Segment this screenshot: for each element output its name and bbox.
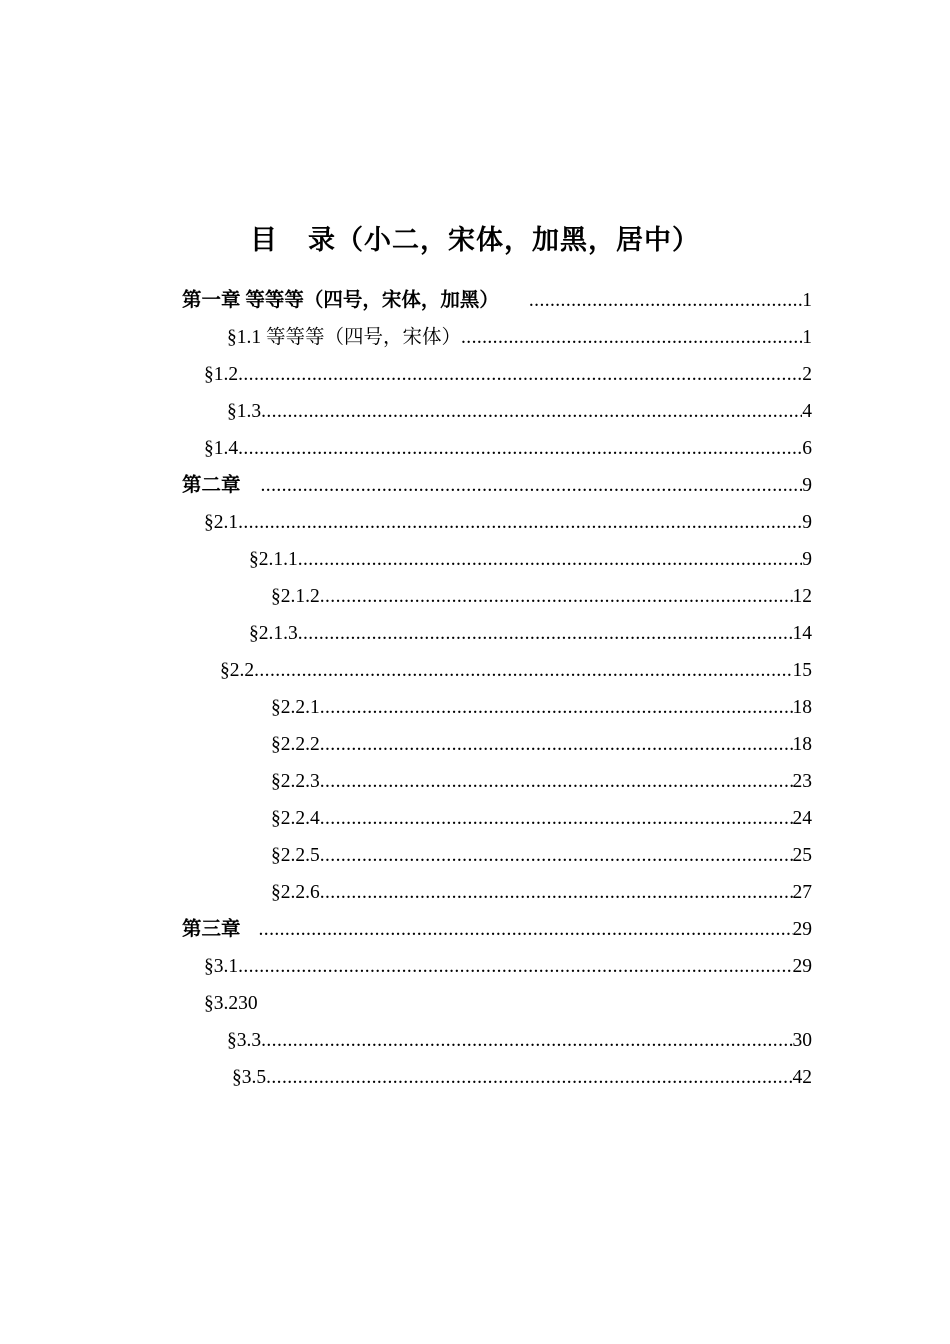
- toc-entry[interactable]: [227, 393, 812, 430]
- toc-entry-label: §2.1: [204, 512, 239, 533]
- toc-entry[interactable]: [182, 467, 812, 504]
- toc-entry-page-number: 14: [792, 623, 812, 644]
- toc-dot-leader: [320, 726, 793, 763]
- toc-entry-label: §1.3: [227, 401, 262, 422]
- toc-entry-label: §2.2.4: [271, 808, 320, 829]
- toc-dot-leader: [238, 356, 802, 393]
- toc-entry-label: §2.2.5: [271, 845, 320, 866]
- toc-entry[interactable]: [249, 615, 812, 652]
- toc-entry[interactable]: [271, 689, 812, 726]
- toc-entry-page-number: 30: [792, 1030, 812, 1051]
- toc-entry-page-number: 9: [802, 475, 812, 496]
- toc-entry-label: §2.2.6: [271, 882, 320, 903]
- toc-entry-page-number: 29: [792, 956, 812, 977]
- toc-entry[interactable]: [220, 652, 812, 689]
- toc-dot-leader: [259, 911, 793, 948]
- toc-entry-page-number: 1: [802, 290, 812, 311]
- toc-entry-label: §2.1.1: [249, 549, 298, 570]
- toc-dot-leader: [238, 948, 792, 985]
- toc-dot-leader: [266, 1059, 792, 1096]
- toc-entry[interactable]: [227, 319, 812, 356]
- toc-entry-label: §2.2: [220, 660, 255, 681]
- toc-entry-page-number: 25: [792, 845, 812, 866]
- toc-entry-page-number: 4: [802, 401, 812, 422]
- toc-dot-leader: [238, 430, 802, 467]
- toc-entry[interactable]: [204, 356, 812, 393]
- toc-entry-page-number: 29: [792, 919, 812, 940]
- toc-dot-leader: [261, 393, 802, 430]
- toc-entry-label: §2.2.2: [271, 734, 320, 755]
- toc-dot-leader: [320, 578, 793, 615]
- toc-title-part2: 录（小二，宋体，加黑，居中）: [308, 225, 700, 255]
- toc-entry[interactable]: [204, 430, 812, 467]
- toc-entry-label: 第三章: [182, 919, 241, 940]
- toc-entry[interactable]: [204, 504, 812, 541]
- toc-title: [0, 222, 950, 258]
- toc-entry[interactable]: [271, 726, 812, 763]
- toc-entry-label: §1.4: [204, 438, 239, 459]
- toc-title-part1: 目: [250, 225, 278, 255]
- toc-entry[interactable]: [271, 578, 812, 615]
- toc-entry-label: §2.1.2: [271, 586, 320, 607]
- toc-entry-label: §2.2.1: [271, 697, 320, 718]
- toc-entry[interactable]: [182, 911, 812, 948]
- toc-entry-page-number: 23: [792, 771, 812, 792]
- toc-entry-label: §2.1.3: [249, 623, 298, 644]
- toc-dot-leader: [320, 837, 793, 874]
- toc-entry-label: 第二章: [182, 475, 241, 496]
- toc-entry[interactable]: [271, 763, 812, 800]
- toc-entry-page-number: 24: [792, 808, 812, 829]
- toc-entry[interactable]: [227, 1022, 812, 1059]
- toc-dot-leader: [529, 282, 802, 319]
- toc-entry[interactable]: [204, 985, 258, 1022]
- toc-dot-leader: [320, 800, 793, 837]
- toc-entry-page-number: 9: [802, 549, 812, 570]
- toc-entry-page-number: 12: [792, 586, 812, 607]
- toc-entry-page-number: 15: [792, 660, 812, 681]
- toc-dot-leader: [298, 541, 803, 578]
- toc-entry-page-number: 27: [792, 882, 812, 903]
- toc-entry-page-number: 1: [802, 327, 812, 348]
- toc-entry-page-number: 9: [802, 512, 812, 533]
- toc-dot-leader: [238, 504, 802, 541]
- toc-entry[interactable]: [182, 282, 812, 319]
- toc-entry[interactable]: [249, 541, 812, 578]
- toc-entry[interactable]: [271, 874, 812, 911]
- toc-entry-page-number: 6: [802, 438, 812, 459]
- toc-dot-leader: [261, 467, 803, 504]
- toc-entry-label: 第一章 等等等（四号，宋体，加黑）: [182, 290, 499, 311]
- toc-dot-leader: [320, 689, 793, 726]
- toc-entry-page-number: 42: [792, 1067, 812, 1088]
- toc-entry[interactable]: [271, 800, 812, 837]
- toc-entry-label: §3.230: [204, 993, 258, 1014]
- toc-entry-label: §3.1: [204, 956, 239, 977]
- toc-dot-leader: [320, 874, 793, 911]
- toc-entry-label: §3.5: [232, 1067, 267, 1088]
- toc-entry-label: §3.3: [227, 1030, 262, 1051]
- toc-entry-page-number: 2: [802, 364, 812, 385]
- toc-entry-page-number: 18: [792, 734, 812, 755]
- toc-entry[interactable]: [204, 948, 812, 985]
- toc-entry[interactable]: [232, 1059, 812, 1096]
- toc-dot-leader: [261, 1022, 792, 1059]
- toc-entry-page-number: 18: [792, 697, 812, 718]
- toc-dot-leader: [461, 319, 802, 356]
- toc-entry-label: §1.2: [204, 364, 239, 385]
- toc-entry[interactable]: [271, 837, 812, 874]
- toc-entry-label: §2.2.3: [271, 771, 320, 792]
- toc-dot-leader: [254, 652, 792, 689]
- toc-dot-leader: [298, 615, 793, 652]
- toc-entry-label: §1.1 等等等（四号，宋体）: [227, 327, 462, 348]
- toc-dot-leader: [320, 763, 793, 800]
